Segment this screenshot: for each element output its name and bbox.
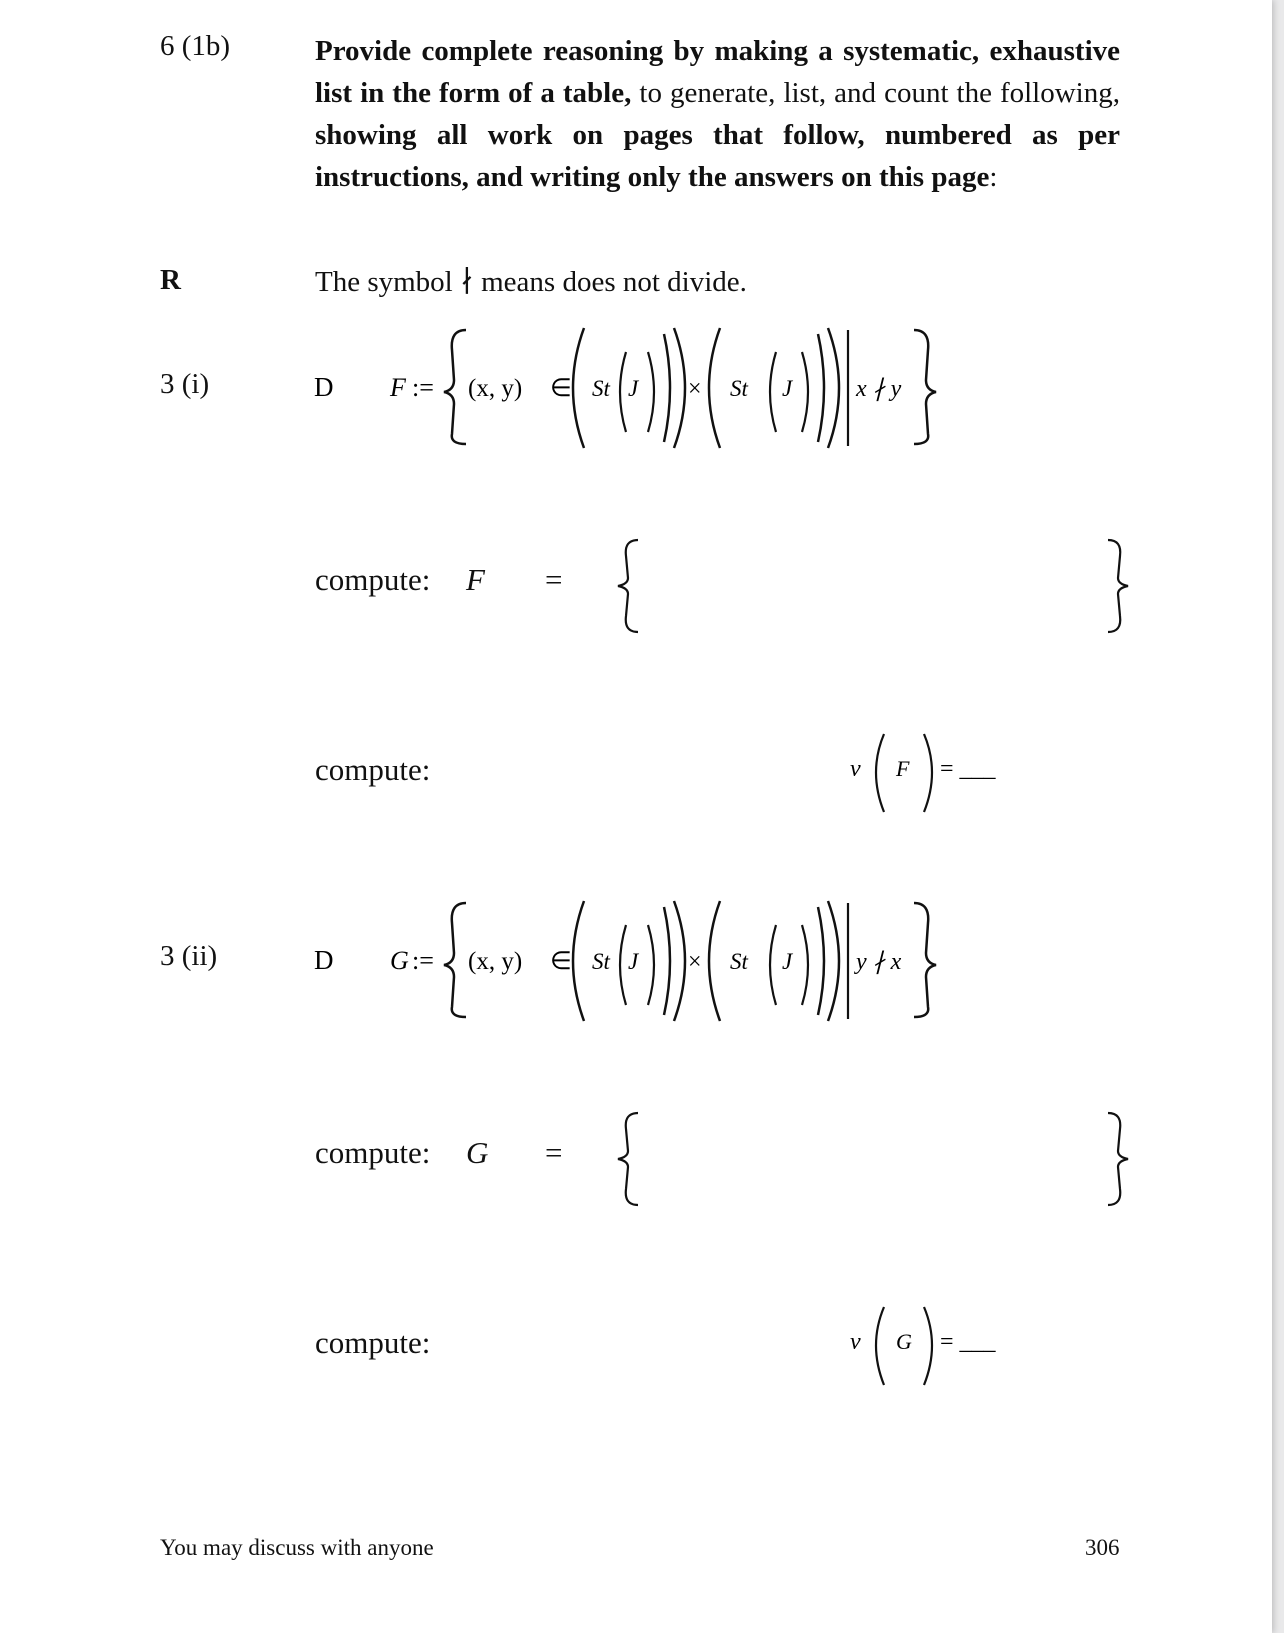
instructions-bold-3: showing all work on pages that follow, numbered as per instructions, and writing only the answers on this page [315,119,1120,193]
compute-set-g-label: compute: [315,1135,431,1170]
paren-close-mid-2 [818,334,824,442]
answer-f-open-brace [608,534,648,634]
set-definition-f [300,300,1020,450]
argument-1: J [628,949,639,974]
set-definition-g-svg [300,873,1020,1023]
define-operator: := [412,373,434,402]
compute-set-g-equals: = [545,1135,563,1170]
right-curly-brace [914,330,936,444]
nu-paren-close [924,734,932,812]
paren-close-2 [828,328,839,448]
count-f-svg [846,720,1026,820]
paren-open-1 [573,328,584,448]
cartesian-times: × [688,949,702,975]
paren-open-inner-2 [770,352,776,432]
compute-count-f-label: compute: [315,752,431,787]
nu-paren-close [924,1307,932,1385]
answer-g-open-brace-svg [608,1107,648,1207]
element-pair: (x, y) [468,948,523,975]
st-function-1: St [592,376,610,401]
definition-marker: D [314,372,334,402]
nu-equals-blank: = ___ [940,1329,996,1355]
remark-marker: R [160,264,181,296]
left-curly-brace [444,330,466,444]
paren-close-2 [828,901,839,1021]
paren-close-inner-1 [648,925,654,1005]
footer-note: You may discuss with anyone [160,1535,434,1560]
paren-close-inner-1 [648,352,654,432]
answer-g-open-brace [608,1107,648,1207]
condition: x ∤ y [856,376,902,402]
answer-f-open-brace-svg [608,534,648,634]
paren-close-mid-2 [818,907,824,1015]
element-pair: (x, y) [468,375,523,402]
nu-equals-blank: = ___ [940,756,996,782]
compute-set-g-name: G [466,1135,489,1170]
paren-close-mid-1 [664,334,670,442]
paren-close-1 [674,901,685,1021]
left-curly-brace [444,903,466,1017]
define-operator: := [412,946,434,975]
compute-set-f-name: F [466,562,485,597]
count-f-expression [846,720,1026,820]
answer-f-close-brace-svg [1098,534,1138,634]
argument-1: J [628,376,639,401]
nu-function: ν [850,1329,861,1355]
count-g-expression [846,1293,1026,1393]
argument-2: J [782,949,793,974]
nu-paren-open [876,734,884,812]
part-ii-label: 3 (ii) [160,940,218,972]
paren-open-inner-1 [620,352,626,432]
st-function-2: St [730,949,748,974]
set-definition-f-svg [300,300,1020,450]
paren-open-inner-2 [770,925,776,1005]
paren-open-inner-1 [620,925,626,1005]
nu-function: ν [850,756,861,782]
element-of-symbol: ∈ [550,948,572,975]
compute-count-g-label: compute: [315,1325,431,1360]
right-curly-brace [914,903,936,1017]
count-g-svg [846,1293,1026,1393]
paren-open-1 [573,901,584,1021]
element-of-symbol: ∈ [550,375,572,402]
set-definition-g [300,873,1020,1023]
definition-marker: D [314,945,334,975]
nu-argument: G [896,1329,912,1354]
st-function-1: St [592,949,610,974]
instructions-text-2: to generate, list, and count the following, [631,77,1120,109]
st-function-2: St [730,376,748,401]
set-name: F [390,373,406,402]
instructions-text-4: : [989,161,998,193]
paren-close-inner-2 [802,352,808,432]
nu-argument: F [896,756,910,781]
paren-open-2 [709,901,720,1021]
instructions-paragraph [315,30,1120,198]
answer-g-close-brace [1098,1107,1138,1207]
answer-f-close-brace [1098,534,1138,634]
remark-text: The symbol ∤ means does not divide. [315,266,747,298]
instructions-bold-1: Provide complete reasoning by making a systematic, exhaustive list in the form of a table, [315,35,1120,109]
paren-close-inner-2 [802,925,808,1005]
answer-g-close-brace-svg [1098,1107,1138,1207]
compute-set-f-label: compute: [315,562,431,597]
paren-close-1 [674,328,685,448]
paren-close-mid-1 [664,907,670,1015]
part-i-label: 3 (i) [160,368,210,400]
page-number: 306 [1085,1535,1120,1560]
nu-paren-open [876,1307,884,1385]
condition: y ∤ x [856,949,902,975]
question-number: 6 (1b) [160,30,231,62]
compute-set-f-equals: = [545,562,563,597]
paren-open-2 [709,328,720,448]
argument-2: J [782,376,793,401]
set-name: G [390,946,409,975]
cartesian-times: × [688,376,702,402]
